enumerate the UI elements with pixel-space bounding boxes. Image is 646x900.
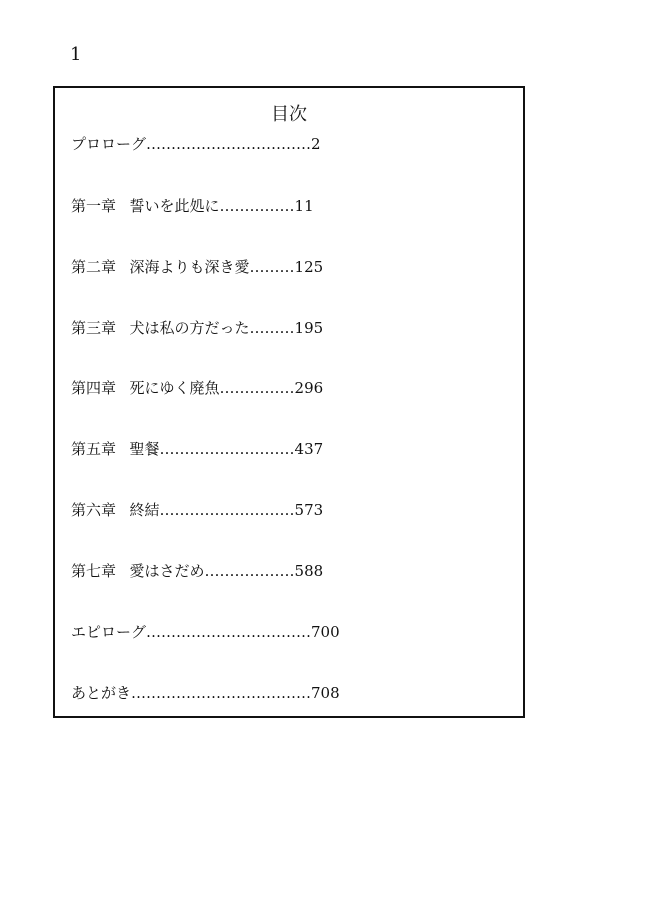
toc-entry-title: エピローグ — [71, 623, 147, 641]
toc-page-number: 708 — [311, 684, 340, 702]
toc-chapter-label: 第七章 — [71, 562, 117, 580]
toc-page-number: 437 — [294, 440, 324, 458]
toc-entry-chapter-3 — [71, 318, 323, 338]
toc-chapter-label: 第三章 — [71, 319, 117, 337]
toc-entry-title: 死にゆく廃魚 — [129, 379, 220, 397]
toc-entry-epilogue — [71, 622, 340, 642]
toc-entry-title: プロローグ — [71, 135, 147, 153]
toc-chapter-label: 第六章 — [71, 501, 117, 519]
toc-entry-title: 終結 — [129, 501, 160, 519]
toc-leader: …………………………… — [146, 623, 312, 641]
toc-entry-chapter-2 — [71, 257, 323, 277]
toc-leader: ……… — [249, 319, 295, 337]
toc-page-number: 588 — [294, 562, 324, 580]
toc-entry-title: 深海よりも深き愛 — [129, 258, 250, 276]
toc-entry-title: あとがき — [71, 684, 132, 702]
toc-page-number: 125 — [294, 258, 324, 276]
toc-entry-afterword — [71, 683, 340, 703]
toc-page-number: 11 — [294, 197, 314, 215]
toc-title: 目次 — [271, 104, 307, 125]
toc-leader: …………………………… — [146, 135, 312, 153]
toc-chapter-label: 第五章 — [71, 440, 117, 458]
toc-page-number: 195 — [294, 319, 324, 337]
toc-leader: ……………………………… — [131, 684, 312, 702]
page-number: 1 — [70, 44, 82, 65]
table-of-contents — [53, 86, 525, 718]
toc-leader: ……………… — [204, 562, 295, 580]
toc-entry-chapter-4 — [71, 378, 323, 398]
toc-leader: …………… — [219, 379, 295, 397]
toc-leader: …………… — [219, 197, 295, 215]
toc-leader: ……………………… — [159, 440, 295, 458]
toc-entry-title: 愛はさだめ — [129, 562, 205, 580]
toc-leader: ……… — [249, 258, 295, 276]
toc-page-number: 296 — [294, 379, 324, 397]
toc-chapter-label: 第一章 — [71, 197, 117, 215]
toc-page-number: 700 — [311, 623, 340, 641]
toc-leader: ……………………… — [159, 501, 295, 519]
toc-page-number: 2 — [311, 135, 321, 153]
toc-chapter-label: 第四章 — [71, 379, 117, 397]
toc-entry-title: 犬は私の方だった — [129, 319, 250, 337]
toc-entry-chapter-1 — [71, 196, 314, 216]
toc-page-number: 573 — [294, 501, 324, 519]
toc-entry-chapter-7 — [71, 561, 323, 581]
toc-entry-title: 誓いを此処に — [129, 197, 220, 215]
toc-chapter-label: 第二章 — [71, 258, 117, 276]
toc-entry-prologue — [71, 134, 321, 154]
toc-entry-chapter-6 — [71, 500, 323, 520]
toc-entry-chapter-5 — [71, 439, 323, 459]
toc-entry-title: 聖餐 — [129, 440, 160, 458]
